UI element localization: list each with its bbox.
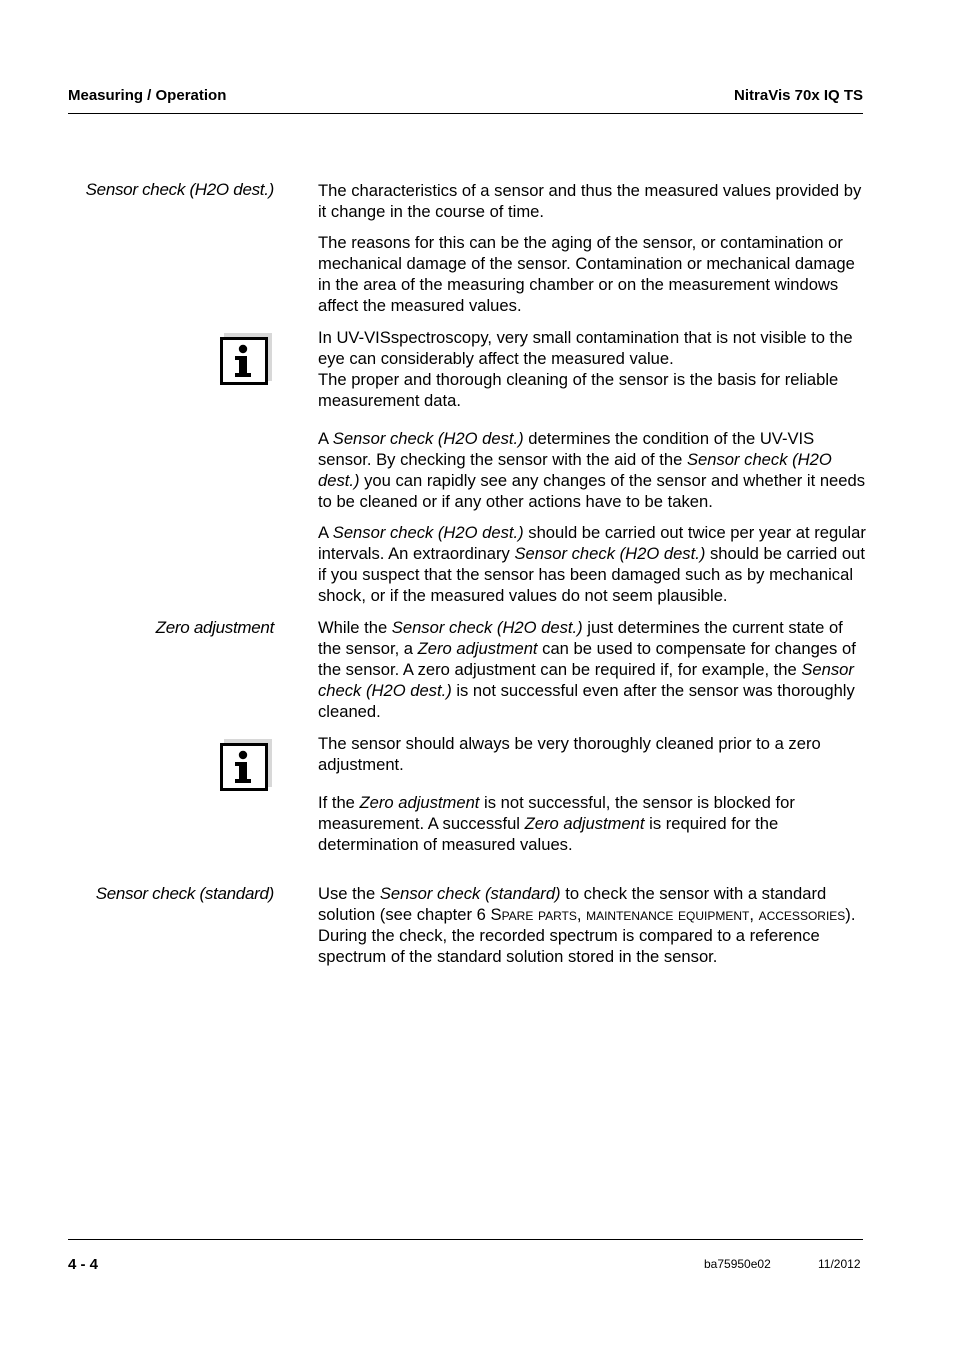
paragraph-sensor-check-purpose: A Sensor check (H2O dest.) determines the condition of the UV-VIS sensor. By checking the sensor with the aid of the Sensor check (H2O dest.) you can rapidly see any changes of the sensor and whether it needs to be cleaned or if any other actions have to be taken. [318,429,866,511]
paragraph-sensor-check-frequency: A Sensor check (H2O dest.) should be carried out twice per year at regular intervals. An extraordinary Sensor check (H2O dest.) should be carried out if you suspect that the sensor has been damaged such as by mechanical shock, or if the measured values do not seem plausible. [318,523,866,605]
info-icon [220,333,272,385]
info-icon [220,739,272,791]
side-heading-zero-adjustment: Zero adjustment [155,618,274,637]
chapter-reference: Spare parts, maintenance equipment, accessories [490,905,846,924]
note-cleaning: The sensor should always be very thoroughly cleaned prior to a zero adjustment. [318,734,821,774]
header-rule [68,113,863,114]
document-date: 11/2012 [818,1257,861,1271]
side-heading-sensor-check-h2o: Sensor check (H2O dest.) [85,180,274,199]
paragraph-characteristics: The characteristics of a sensor and thus the measured values provided by it change in the course of time. [318,181,862,221]
note-contamination: In UV-VISspectroscopy, very small contamination that is not visible to the eye can considerably affect the measured value. The proper and thorough cleaning of the sensor is the basis for reliable measurement data. [318,328,853,410]
document-id: ba75950e02 [704,1257,771,1271]
page-number: 4 - 4 [68,1256,99,1273]
paragraph-reasons: The reasons for this can be the aging of the sensor, or contamination or mechanical damage of the sensor. Contamination or mechanical damage in the area of the measuring chamber or on the measurement windows affect the measured values. [318,233,855,315]
footer-rule [68,1239,863,1240]
header-section-title: Measuring / Operation [68,87,227,104]
paragraph-sensor-check-standard: Use the Sensor check (standard) to check the sensor with a standard solution (see chapter 6 Spare parts, maintenance equipment, accessories). During the check, the recorded spectrum is compared to a reference spectrum of the standard solution stored in the sensor. [318,884,856,966]
paragraph-zero-adjustment-failure: If the Zero adjustment is not successful, the sensor is blocked for measurement. A successful Zero adjustment is required for the determination of measured values. [318,793,795,854]
header-product-name: NitraVis 70x IQ TS [734,87,863,104]
side-heading-sensor-check-standard: Sensor check (standard) [95,884,274,903]
paragraph-zero-adjustment: While the Sensor check (H2O dest.) just determines the current state of the sensor, a Zero adjustment can be used to compensate for changes of the sensor. A zero adjustment can be required if, for example, the Sensor check (H2O dest.) is not successful even after the sensor was thoroughly cleaned. [318,618,856,721]
